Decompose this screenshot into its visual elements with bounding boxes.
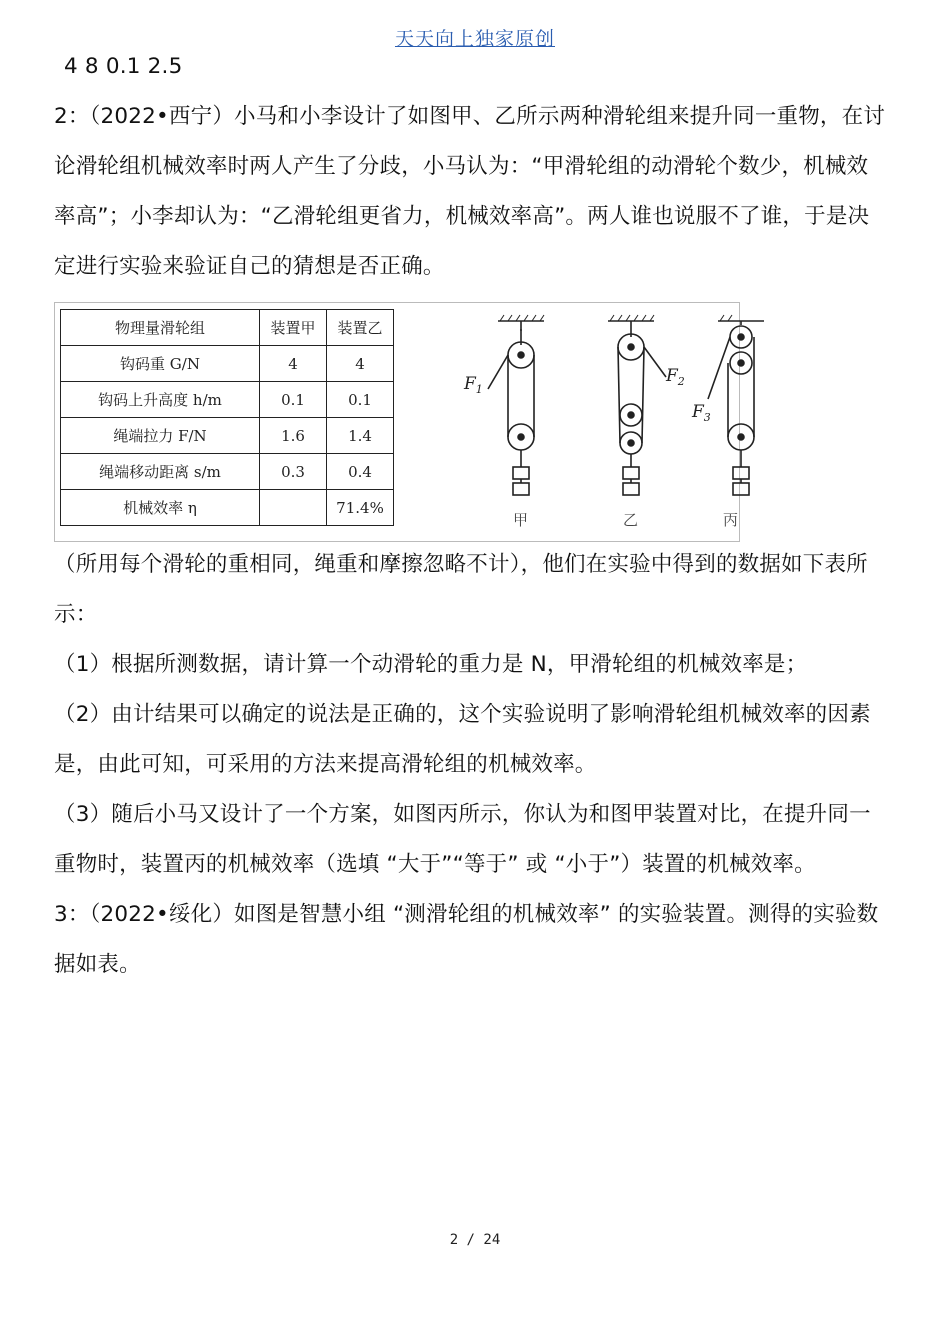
q2-sub-question-3-cont: 重物时，装置丙的机械效率（选填 “大于”“等于” 或 “小于”）装置的机械效率。	[54, 852, 816, 877]
pulley-data-table	[60, 309, 394, 526]
q3-line-2: 据如表。	[54, 952, 141, 977]
table-header-cell: 物理量滑轮组	[61, 310, 260, 346]
table-header-cell: 装置乙	[327, 310, 394, 346]
table-cell: 1.4	[327, 418, 394, 454]
table-row	[61, 382, 394, 418]
q3-line-1: 3：（2022•绥化）如图是智慧小组 “测滑轮组的机械效率” 的实验装置。测得的实验数	[54, 902, 879, 927]
q2-intro-line-2: 论滑轮组机械效率时两人产生了分歧，小马认为：“甲滑轮组的动滑轮个数少，机械效	[54, 154, 869, 179]
table-cell: 0.1	[260, 382, 327, 418]
table-header-cell: 装置甲	[260, 310, 327, 346]
force-label-f1: $F_1$	[464, 374, 483, 396]
table-cell: 钩码重 G/N	[61, 346, 260, 382]
table-row	[61, 490, 394, 526]
caption-yi: 乙	[623, 511, 639, 529]
pulley-diagram	[460, 307, 739, 537]
table-row	[61, 346, 394, 382]
table-cell: 1.6	[260, 418, 327, 454]
table-cell: 绳端拉力 F/N	[61, 418, 260, 454]
table-cell: 71.4%	[327, 490, 394, 526]
q2-sub-question-3: （3）随后小马又设计了一个方案，如图丙所示，你认为和图甲装置对比，在提升同一	[54, 802, 871, 827]
table-cell: 0.1	[327, 382, 394, 418]
figure-box	[54, 302, 740, 542]
q2-sub-question-2: （2）由计结果可以确定的说法是正确的，这个实验说明了影响滑轮组机械效率的因素	[54, 702, 871, 727]
q2-sub-question-1: （1）根据所测数据，请计算一个动滑轮的重力是 N，甲滑轮组的机械效率是；	[54, 652, 808, 677]
table-cell: 0.3	[260, 454, 327, 490]
caption-jia: 甲	[513, 511, 529, 529]
q2-after-line-2: 示：	[54, 602, 98, 627]
table-cell: 钩码上升高度 h/m	[61, 382, 260, 418]
force-label-f2: $F_2$	[666, 366, 685, 388]
force-label-f3: $F_3$	[692, 402, 711, 424]
q2-after-line-1: （所用每个滑轮的重相同，绳重和摩擦忽略不计），他们在实验中得到的数据如下表所	[54, 552, 868, 577]
table-row	[61, 454, 394, 490]
q2-intro-line-3: 率高”；小李却认为：“乙滑轮组更省力，机械效率高”。两人谁也说服不了谁，于是决	[54, 204, 870, 229]
page-number: 2 / 24	[449, 1232, 501, 1248]
caption-bing: 丙	[723, 511, 739, 529]
answer-line: 4 8 0.1 2.5	[64, 54, 183, 79]
q2-intro-line-1: 2：（2022•西宁）小马和小李设计了如图甲、乙所示两种滑轮组来提升同一重物，在讨	[54, 104, 886, 129]
table-row	[61, 418, 394, 454]
table-cell: 0.4	[327, 454, 394, 490]
q2-sub-question-2-cont: 是，由此可知，可采用的方法来提高滑轮组的机械效率。	[54, 752, 597, 777]
table-cell	[260, 490, 327, 526]
table-cell: 4	[327, 346, 394, 382]
table-cell: 4	[260, 346, 327, 382]
table-header-row	[61, 310, 394, 346]
header-link[interactable]: 天天向上独家原创	[394, 28, 555, 50]
table-cell: 绳端移动距离 s/m	[61, 454, 260, 490]
q2-intro-line-4: 定进行实验来验证自己的猜想是否正确。	[54, 254, 445, 279]
table-cell: 机械效率 η	[61, 490, 260, 526]
